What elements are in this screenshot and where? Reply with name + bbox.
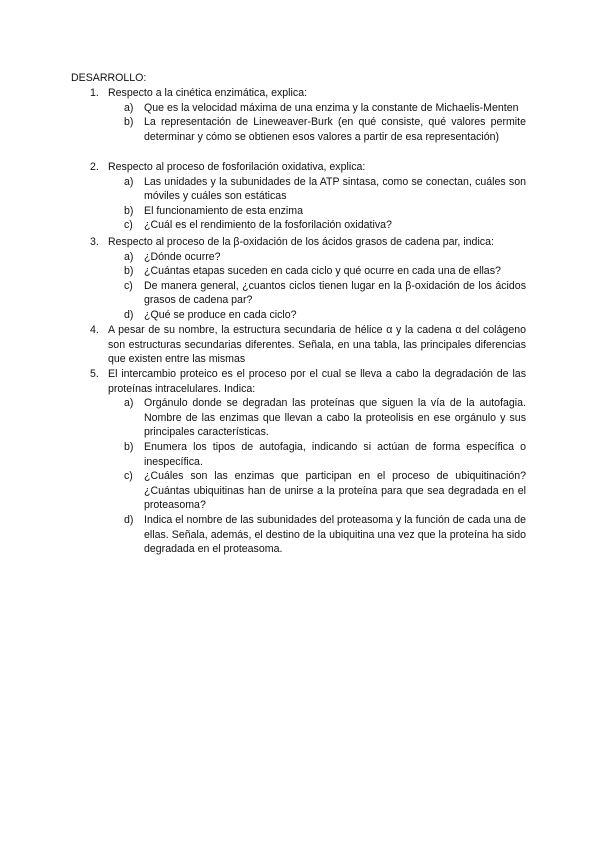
sub-text: Enumera los tipos de autofagia, indicando si actúan de forma específica o inespecífica. [144, 440, 526, 468]
sub-item [124, 101, 526, 116]
question-5 [90, 367, 526, 557]
question-text: Respecto a la cinética enzimática, explica: [108, 87, 308, 99]
sub-text: El funcionamiento de esta enzima [144, 204, 303, 217]
sub-letter: a) [124, 175, 134, 188]
question-4 [90, 323, 526, 367]
sub-text: Que es la velocidad máxima de una enzima y la constante de Michaelis-Menten [144, 101, 519, 114]
sub-letter: c) [124, 470, 133, 483]
question-number: 5. [90, 368, 99, 380]
sub-text: ¿Cuál es el rendimiento de la fosforilación oxidativa? [144, 219, 392, 232]
sub-item [124, 469, 526, 513]
sub-letter: b) [124, 204, 134, 217]
sub-letter: c) [124, 219, 133, 232]
question-text: El intercambio proteico es el proceso por el cual se lleva a cabo la degradación de las proteínas intracelulares. Indica: [108, 368, 526, 395]
sub-text: ¿Dónde ocurre? [144, 250, 221, 263]
sub-item [124, 218, 526, 233]
sub-item [124, 308, 526, 323]
sub-letter: d) [124, 513, 134, 526]
sub-item [124, 175, 526, 204]
sub-letter: c) [124, 279, 133, 292]
sub-letter: b) [124, 116, 134, 129]
sub-text: Las unidades y la subunidades de la ATP sintasa, como se conectan, cuáles son móviles y cuáles son estáticas [144, 175, 526, 203]
question-text: Respecto al proceso de fosforilación oxidativa, explica: [108, 161, 366, 173]
sub-text: De manera general, ¿cuantos ciclos tienen lugar en la β-oxidación de los ácidos grasos de cadena par? [144, 279, 526, 307]
section-heading: DESARROLLO: [71, 72, 147, 84]
sub-letter: b) [124, 265, 134, 278]
question-2 [90, 160, 526, 233]
sub-text: ¿Cuántas etapas suceden en cada ciclo y qué ocurre en cada una de ellas? [144, 265, 501, 278]
question-text: A pesar de su nombre, la estructura secundaria de hélice α y la cadena α del colágeno son estructuras secundarias diferentes. Señala, en una tabla, las principales diferencias que existen entre las mismas [108, 324, 526, 366]
sub-letter: b) [124, 440, 134, 453]
sub-text: Orgánulo donde se degradan las proteínas que siguen la vía de la autofagia. Nombre de las enzimas que llevan a cabo la proteolisis en ese orgánulo y sus principales características. [144, 397, 526, 439]
sub-letter: a) [124, 397, 134, 410]
sub-item [124, 264, 526, 279]
sub-item [124, 513, 526, 557]
sub-letter: a) [124, 101, 134, 114]
question-1 [90, 86, 526, 144]
sub-item [124, 440, 526, 469]
sub-item [124, 250, 526, 265]
sub-item [124, 396, 526, 440]
question-number: 1. [90, 87, 99, 99]
sub-text: ¿Cuáles son las enzimas que participan en el proceso de ubiquitinación? ¿Cuántas ubiquitinas han de unirse a la proteína para que sea degradada en el proteasoma? [144, 470, 526, 512]
sub-item [124, 204, 526, 219]
question-3 [90, 235, 526, 323]
sub-letter: a) [124, 250, 134, 263]
sub-text: Indica el nombre de las subunidades del proteasoma y la función de cada una de ellas. Señala, además, el destino de la ubiquitina una vez que la proteína ha sido degradada en el proteasoma. [144, 513, 526, 556]
sub-letter: d) [124, 308, 134, 321]
question-number: 2. [90, 161, 99, 173]
question-number: 3. [90, 236, 99, 248]
sub-item [124, 115, 526, 144]
question-text: Respecto al proceso de la β-oxidación de los ácidos grasos de cadena par, indica: [108, 236, 494, 248]
sub-text: ¿Qué se produce en cada ciclo? [144, 308, 297, 321]
sub-item [124, 279, 526, 308]
sub-text: La representación de Lineweaver-Burk (en qué consiste, qué valores permite determinar y cómo se obtienen esos valores a partir de esa representación) [144, 116, 526, 143]
question-number: 4. [90, 324, 99, 336]
